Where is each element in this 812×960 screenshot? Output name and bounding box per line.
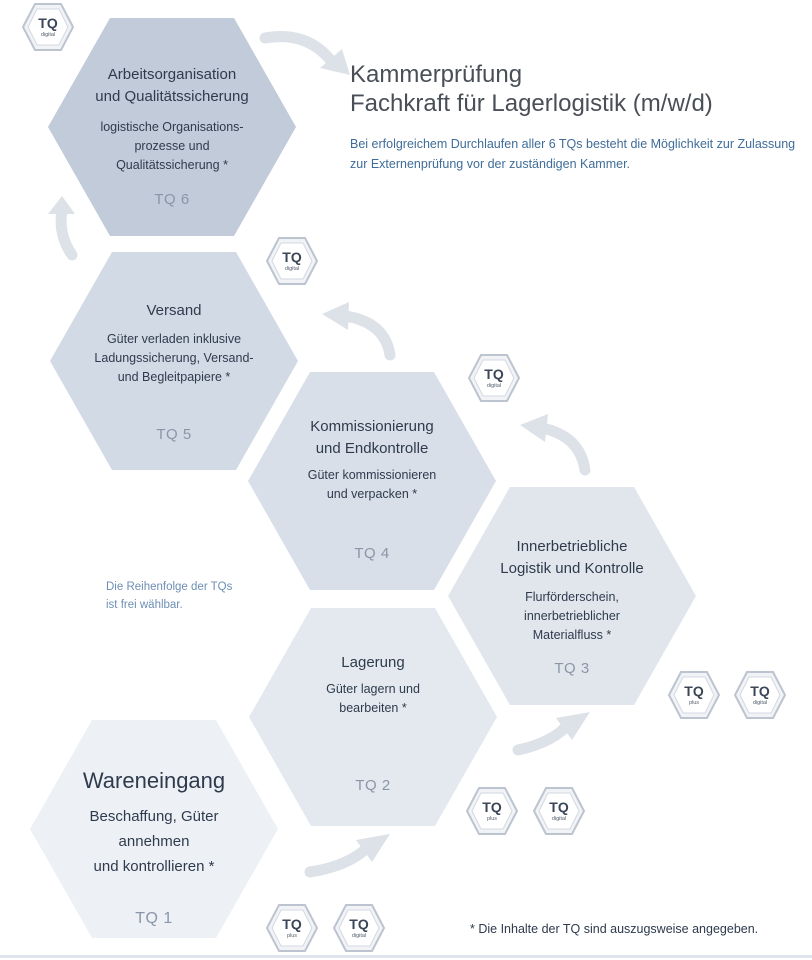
badge-sub-text: digital	[486, 383, 502, 389]
module-tq1-desc-2: annehmen	[118, 833, 190, 850]
module-tq5-label: TQ 5	[156, 426, 192, 443]
module-tq5-desc-2: Ladungssicherung, Versand-	[94, 351, 254, 365]
badge-sub-text: digital	[351, 933, 367, 939]
module-tq6	[70, 64, 274, 175]
tq-digital-badge	[734, 670, 786, 720]
module-tq4-title-2: und Endkontrolle	[315, 440, 429, 457]
module-tq1	[44, 766, 264, 879]
badge-sub-text: digital	[752, 700, 768, 706]
tq-plus-badge	[266, 903, 318, 953]
tq-plus-badge	[668, 670, 720, 720]
badge-sub-text: digital	[284, 266, 300, 272]
badge-main-text: TQ	[282, 249, 302, 265]
arrow-tq5-to-tq6-head	[48, 196, 75, 214]
badge-main-text: TQ	[282, 916, 302, 932]
badge-main-text: TQ	[684, 683, 704, 699]
module-tq2-desc-1: Güter lagern und	[326, 682, 420, 696]
module-tq3-desc-3: Materialfluss *	[532, 628, 612, 642]
module-tq6-title-2: und Qualitätssicherung	[95, 88, 249, 105]
intro-text: Bei erfolgreichem Durchlaufen aller 6 TQs besteht die Möglichkeit zur Zulassung zur Externenprüfung vor der zuständigen Kammer.	[350, 137, 796, 171]
page-title	[350, 60, 713, 118]
module-tq5-desc-1: Güter verladen inklusive	[106, 332, 242, 346]
tq-digital-badge	[533, 786, 585, 836]
badge-main-text: TQ	[482, 799, 502, 815]
badge-sub-text: plus	[286, 933, 298, 939]
arrow-tq5-to-tq6	[61, 210, 72, 255]
module-tq1-title-1: Wareneingang	[82, 768, 226, 793]
arrow-tq1-to-tq2	[310, 845, 370, 872]
module-tq3-desc-1: Flurförderschein,	[525, 590, 619, 604]
module-tq4	[262, 416, 482, 504]
module-tq3-label: TQ 3	[554, 660, 590, 677]
tq-digital-badge	[22, 2, 74, 52]
bottom-divider	[0, 955, 812, 958]
module-tq4-label: TQ 4	[354, 545, 390, 562]
badge-sub-text: plus	[688, 700, 700, 706]
order-note-line-2: ist frei wählbar.	[106, 599, 183, 611]
badge-sub-text: digital	[40, 32, 56, 38]
module-tq4-desc-2: und verpacken *	[326, 487, 418, 501]
module-tq1-label: TQ 1	[135, 910, 173, 927]
module-tq2-label: TQ 2	[355, 777, 391, 794]
module-tq3	[462, 536, 682, 645]
module-tq5	[62, 300, 286, 387]
module-tq6-desc-3: Qualitätssicherung *	[116, 158, 228, 172]
module-tq2	[263, 652, 483, 718]
module-tq4-title-1: Kommissionierung	[310, 418, 434, 435]
module-tq1-desc-3: und kontrollieren *	[93, 858, 215, 875]
module-tq6-desc-2: prozesse und	[134, 139, 210, 153]
order-note-line-1: Die Reihenfolge der TQs	[106, 581, 233, 593]
arrow-tq6-to-exam	[265, 37, 335, 66]
title-line-2: Fachkraft für Lagerlogistik (m/w/d)	[350, 90, 713, 117]
arrow-tq3-to-tq4	[542, 428, 585, 470]
badge-main-text: TQ	[549, 799, 569, 815]
module-tq1-desc-1: Beschaffung, Güter	[89, 808, 219, 825]
arrow-tq4-to-tq5-head	[322, 302, 349, 330]
arrow-tq3-to-tq4-head	[520, 414, 548, 442]
badge-main-text: TQ	[349, 916, 369, 932]
module-tq3-desc-2: innerbetrieblicher	[524, 609, 620, 623]
tq-digital-badge	[266, 236, 318, 286]
module-tq2-title-1: Lagerung	[341, 654, 405, 671]
module-tq2-desc-2: bearbeiten *	[339, 701, 407, 715]
badge-main-text: TQ	[750, 683, 770, 699]
module-tq5-desc-3: und Begleitpapiere *	[117, 370, 231, 384]
tq-digital-badge	[468, 353, 520, 403]
title-line-1: Kammerprüfung	[350, 61, 523, 88]
arrow-tq4-to-tq5	[345, 316, 390, 355]
footnote: * Die Inhalte der TQ sind auszugsweise angegeben.	[470, 922, 759, 936]
order-note	[106, 578, 232, 614]
module-tq5-title-1: Versand	[146, 302, 202, 319]
badge-main-text: TQ	[484, 366, 504, 382]
module-tq6-label: TQ 6	[154, 191, 190, 208]
badge-sub-text: digital	[551, 816, 567, 822]
badge-sub-text: plus	[486, 816, 498, 822]
module-tq6-desc-1: logistische Organisations-	[100, 120, 244, 134]
module-tq6-title-1: Arbeitsorganisation	[107, 66, 237, 83]
tq-digital-badge	[333, 903, 385, 953]
module-tq4-desc-1: Güter kommissionieren	[307, 468, 437, 482]
module-tq3-title-1: Innerbetriebliche	[516, 538, 628, 555]
tq-plus-badge	[466, 786, 518, 836]
module-tq3-title-2: Logistik und Kontrolle	[500, 560, 644, 577]
badge-main-text: TQ	[38, 15, 58, 31]
